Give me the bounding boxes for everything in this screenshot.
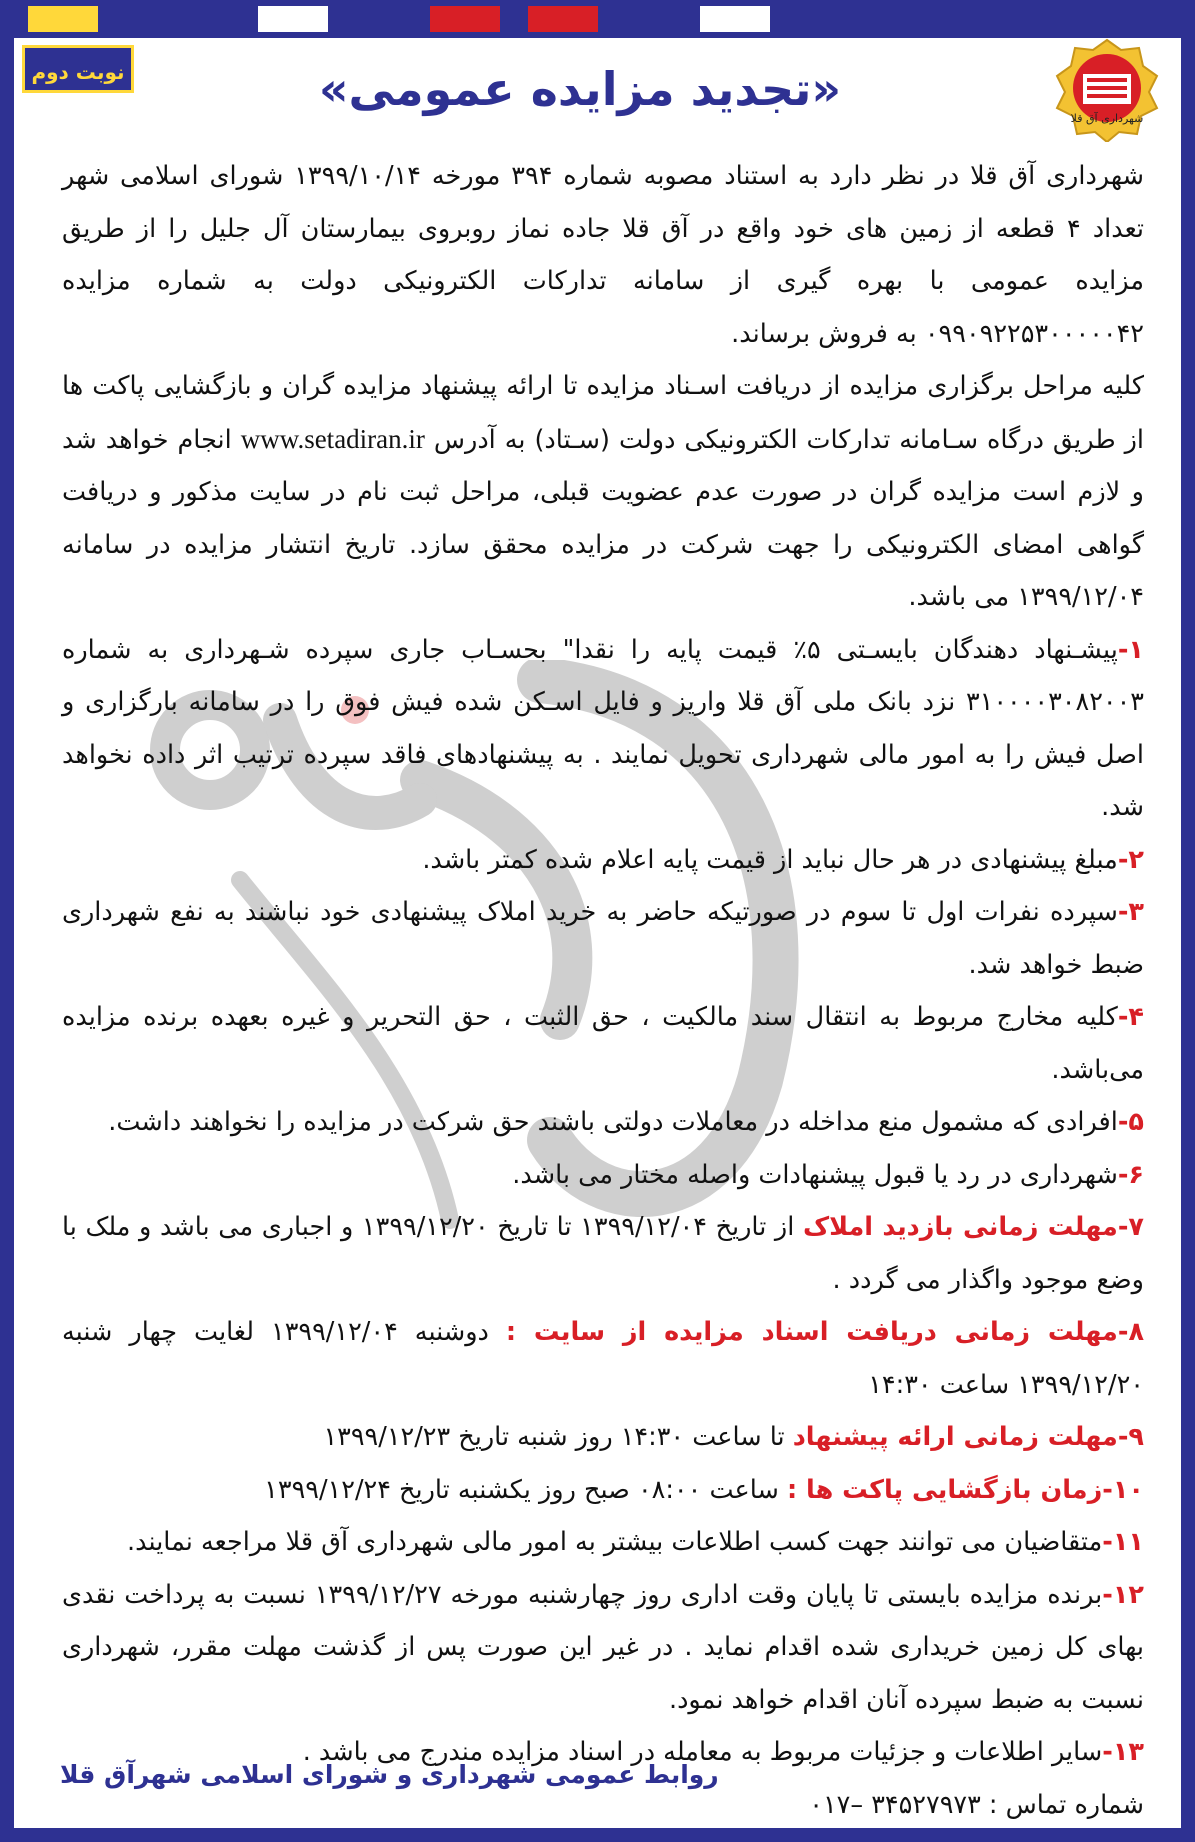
stripe-white-1 — [258, 6, 328, 32]
stripe-yellow — [28, 6, 98, 32]
condition-item — [62, 1149, 1144, 1202]
condition-item — [62, 1306, 1144, 1411]
condition-item — [62, 1201, 1144, 1306]
condition-item — [62, 1411, 1144, 1464]
condition-item — [62, 991, 1144, 1096]
condition-item — [62, 624, 1144, 834]
condition-text: مبلغ پیشنهادی در هر حال نباید از قیمت پایه اعلام شده کمتر باشد. — [422, 844, 1118, 875]
condition-number: ۳- — [1117, 897, 1144, 927]
condition-number: ۱۲- — [1102, 1579, 1144, 1610]
condition-number: ۹- — [1117, 1422, 1144, 1452]
setad-url-link[interactable]: www.setadiran.ir — [240, 423, 425, 454]
condition-text: برنده مزایده بایستی تا پایان وقت اداری روز چهارشنبه مورخه ۱۳۹۹/۱۲/۲۷ نسبت به پرداخت نقدی بهای کل زمین خریداری شده اقدام نماید . در غیر این صورت پس از گذشت مهلت مقرر، شهرداری نسبت به ضبط سپرده آنان اقدام خواهد نمود. — [62, 1579, 1144, 1715]
condition-text: شهرداری در رد یا قبول پیشنهادات واصله مختار می باشد. — [512, 1159, 1118, 1190]
condition-item — [62, 834, 1144, 887]
condition-item — [62, 1464, 1144, 1517]
condition-highlight: مهلت زمانی دریافت اسناد مزایده از سایت : — [505, 1317, 1118, 1347]
condition-number: ۸- — [1117, 1317, 1145, 1347]
stripe-red-2 — [528, 6, 598, 32]
condition-text: کلیه مخارج مربوط به انتقال سند مالکیت ، حق الثبت ، حق التحریر و غیره بعهده برنده مزایده می‌باشد. — [62, 1002, 1144, 1085]
condition-number: ۶- — [1117, 1159, 1144, 1190]
condition-number: ۱- — [1117, 634, 1144, 665]
condition-text: سایر اطلاعات و جزئیات مربوط به معامله در اسناد مزایده مندرج می باشد . — [302, 1737, 1103, 1767]
condition-item — [62, 1096, 1144, 1149]
process-text-a: کلیه مراحل برگزاری مزایده از دریافت اسـناد مزایده تا ارائه پیشنهاد مزایده گران و بازگشایی پاکت ها از طریق درگاه سـامانه تدارکات الکترونیکی دولت (سـتاد) به آدرس — [62, 371, 1145, 455]
condition-text: افرادی که مشمول منع مداخله در معاملات دولتی باشند حق شرکت در مزایده را نخواهند داشت. — [108, 1107, 1118, 1137]
footer-signature: روابط عمومی شهرداری و شورای اسلامی شهرآق قلا — [60, 1760, 719, 1789]
condition-number: ۱۳- — [1102, 1737, 1144, 1767]
stripe-red-1 — [430, 6, 500, 32]
condition-item — [62, 1569, 1144, 1727]
condition-text: سپرده نفرات اول تا سوم در صورتیکه حاضر به خرید املاک پیشنهادی خود نباشند به نفع شهرداری ضبط خواهد شد. — [62, 897, 1144, 980]
condition-text: ساعت ۰۸:۰۰ صبح روز یکشنبه تاریخ ۱۳۹۹/۱۲/۲۴ — [264, 1474, 779, 1505]
condition-text: پیشـنهاد دهندگان بایسـتی ۵٪ قیمت پایه را نقدا" بحسـاب جاری سپرده شـهرداری به شماره ۳۱۰۰۰۰۳۰۸۲۰۰۳ نزد بانک ملی آق قلا واریز و فایل اسـکن شده فیش فوق را در سامانه بارگزاری و اصل فیش را به امور مالی شهرداری تحویل نمایند . به پیشنهادهای فاقد سپرده ترتیب اثر داده نخواهد شد. — [62, 634, 1144, 822]
conditions-list — [62, 624, 1144, 1779]
logo-caption: شهرداری آق قلا — [1070, 112, 1144, 125]
stripe-white-2 — [700, 6, 770, 32]
municipality-logo — [1051, 38, 1163, 142]
announcement-body — [62, 150, 1144, 1831]
condition-text: تا ساعت ۱۴:۳۰ روز شنبه تاریخ ۱۳۹۹/۱۲/۲۳ — [323, 1422, 785, 1452]
condition-text: دوشنبه ۱۳۹۹/۱۲/۰۴ لغایت چهار شنبه ۱۳۹۹/۱۲/۲۰ ساعت ۱۴:۳۰ — [62, 1317, 1144, 1400]
page-title: «تجدید مزایده عمومی» — [318, 62, 842, 116]
condition-item — [62, 886, 1144, 991]
contact-line: شماره تماس : ۳۴۵۲۷۹۷۳ –۰۱۷ — [809, 1789, 1144, 1820]
condition-item — [62, 1516, 1144, 1569]
condition-text: از تاریخ ۱۳۹۹/۱۲/۰۴ تا تاریخ ۱۳۹۹/۱۲/۲۰ و اجباری می باشد و ملک با وضع موجود واگذار می گردد . — [62, 1212, 1144, 1295]
condition-number: ۱۱- — [1102, 1527, 1144, 1557]
process-paragraph — [62, 360, 1144, 624]
process-text-b: انجام خواهد شد و لازم است مزایده گران در صورت عدم عضویت قبلی، مراحل ثبت نام در سایت مذکور و دریافت گواهی امضای الکترونیکی را جهت شرکت در مزایده محقق سازد. تاریخ انتشار مزایده در سامانه ۱۳۹۹/۱۲/۰۴ می باشد. — [62, 424, 1144, 612]
condition-text: متقاضیان می توانند جهت کسب اطلاعات بیشتر به امور مالی شهرداری آق قلا مراجعه نمایند. — [127, 1527, 1103, 1557]
condition-number: ۵- — [1117, 1107, 1144, 1137]
condition-number: ۴- — [1117, 1002, 1144, 1032]
condition-number: ۷- — [1117, 1212, 1144, 1242]
edition-badge: نوبت دوم — [22, 45, 134, 93]
condition-number: ۱۰- — [1102, 1474, 1144, 1505]
condition-number: ۲- — [1117, 844, 1144, 875]
intro-paragraph: شهرداری آق قلا در نظر دارد به استناد مصوبه شماره ۳۹۴ مورخه ۱۳۹۹/۱۰/۱۴ شورای اسلامی شهر تعداد ۴ قطعه از زمین های خود واقع در آق قلا جاده نماز روبروی بیمارستان آل جلیل را از طریق مزایده عمومی با بهره گیری از سامانه تدارکات الکترونیکی دولت به شماره مزایده ۰۹۹۰۹۲۲۵۳۰۰۰۰۰۴۲ به فروش برساند. — [62, 161, 1144, 349]
condition-highlight: زمان بازگشایی پاکت ها : — [786, 1474, 1103, 1505]
condition-highlight: مهلت زمانی بازدید املاک — [802, 1212, 1118, 1242]
condition-highlight: مهلت زمانی ارائه پیشنهاد — [792, 1422, 1118, 1452]
